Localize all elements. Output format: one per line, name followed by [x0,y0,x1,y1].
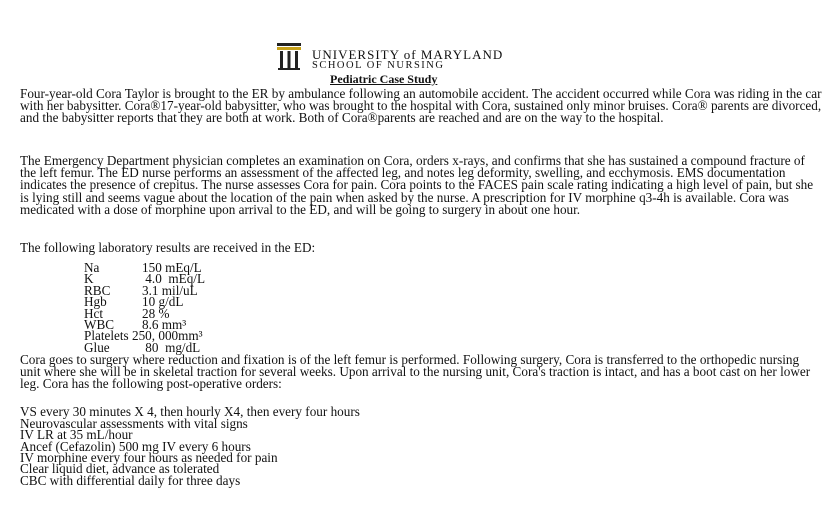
lab-name: Platelets [84,328,129,344]
case-paragraph-surgery: Cora goes to surgery where reduction and fixation is of the left femur is performed. Following surgery, Cora is transferred to the orthopedic nursing unit where she will be in skeletal traction for several weeks. Upon arrival to the nursing unit, Cora's traction is intact, and has a boot cast on her lower leg. Cora has the following post-operative orders: [20,352,811,392]
order-item: Clear liquid diet, advance as tolerated [20,461,220,476]
diet-orders-list [20,463,240,486]
lab-name: RBC [84,282,111,298]
order-item: Ancef (Cefazolin) 500 mg IV every 6 hours [20,438,251,454]
post-op-orders-list [20,406,360,464]
lab-value: 150 mEq/L [142,260,202,275]
lab-value: 250, 000mm³ [131,328,203,344]
lab-name: Glue [84,339,110,355]
lab-results-list [84,262,205,353]
lab-name: WBC [84,316,115,332]
school-name: SCHOOL OF NURSING [312,60,445,71]
lab-value: 80 mg/dL [142,339,201,355]
lab-intro: The following laboratory results are received in the ED: [20,240,316,255]
order-item: VS every 30 minutes X 4, then hourly X4, then every four hours [20,404,360,419]
lab-value: 28 % [142,305,170,321]
order-item: Neurovascular assessments with vital signs [20,415,248,431]
university-seal-icon [274,41,304,71]
order-item: IV morphine every four hours as needed for pain [20,450,278,465]
lab-value: 10 g/dL [142,294,184,310]
case-paragraph-accident: Four-year-old Cora Taylor is brought to the ER by ambulance following an automobile accident. The accident occurred while Cora was riding in the car with her babysitter. Cora®17-year-old babysitter, who was brought to the hospital with Cora, sustained only minor bruises. Cora® parents are divorced, and the babysitter reports that they are both at work. Both of Cora®parents are reached and are on the way to the hospital. [20,86,822,126]
order-item: IV LR at 35 mL/hour [20,427,133,442]
lab-value: 3.1 mil/uL [142,282,198,298]
lab-name: Na [84,260,100,275]
lab-name: Hgb [84,294,107,310]
university-name: UNIVERSITY of MARYLAND [312,47,504,62]
order-item: CBC with differential daily for three days [20,472,241,488]
lab-value: 8.6 mm³ [142,316,187,332]
lab-name: Hct [84,305,104,321]
case-paragraph-ed-exam: The Emergency Department physician completes an examination on Cora, orders x-rays, and confirms that she has sustained a compound fracture of the left femur. The ED nurse performs an assessment of the affected leg, and notes leg deformity, swelling, and ecchymosis. EMS documentation indicates the presence of crepitus. The nurse assesses Cora for pain. Cora points to the FACES pain scale rating indicating a high level of pain, but she is lying still and seems vague about the location of the pain when asked by the nurse. A prescription for IV morphine q3-4h is available. Cora was medicated with a dose of morphine upon arrival to the ED, and will be going to surgery in about one hour. [20,153,814,217]
document-title: Pediatric Case Study [330,72,438,86]
lab-name: K [84,271,94,287]
lab-value: 4.0 mEq/L [142,271,206,287]
